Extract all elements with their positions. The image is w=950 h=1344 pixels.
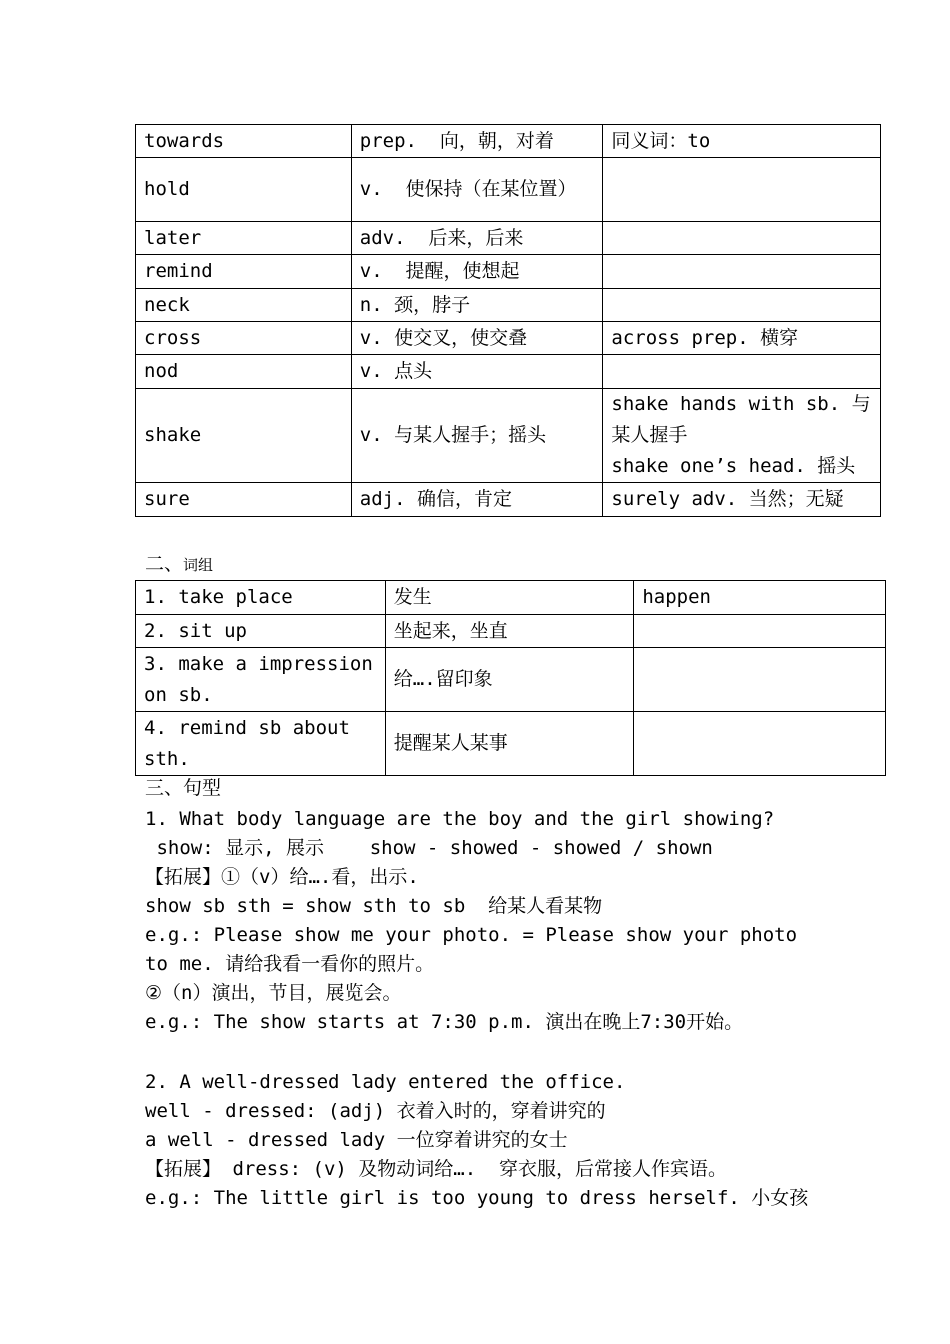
note-cell: happen bbox=[634, 581, 886, 615]
text-line: e.g.: The show starts at 7:30 p.m. 演出在晚上7:30开始。 bbox=[145, 1011, 744, 1033]
vocabulary-table bbox=[135, 124, 881, 517]
phrases-table bbox=[135, 580, 886, 776]
meaning-cell: v. 与某人握手；摇头 bbox=[351, 389, 603, 483]
note-cell: 同义词：to bbox=[603, 125, 881, 158]
note-cell bbox=[603, 289, 881, 322]
text-line: e.g.: The little girl is too young to dress herself. 小女孩 bbox=[145, 1187, 809, 1209]
note-cell: across prep. 横穿 bbox=[603, 322, 881, 355]
note-cell: surely adv. 当然；无疑 bbox=[603, 483, 881, 517]
word-cell: cross bbox=[136, 322, 352, 355]
table-row bbox=[136, 712, 886, 776]
word-cell: hold bbox=[136, 158, 352, 222]
word-cell: sure bbox=[136, 483, 352, 517]
text-line: show: 显示, 展示 show - showed - showed / shown bbox=[145, 837, 713, 859]
word-cell: towards bbox=[136, 125, 352, 158]
note-cell bbox=[603, 222, 881, 255]
phrase-cell: 2. sit up bbox=[136, 615, 386, 648]
meaning-cell: v. 使保持（在某位置） bbox=[351, 158, 603, 222]
meaning-cell: 给….留印象 bbox=[385, 648, 634, 712]
phrase-cell: 1. take place bbox=[136, 581, 386, 615]
meaning-cell: n. 颈，脖子 bbox=[351, 289, 603, 322]
section-number: 二、 bbox=[145, 553, 184, 575]
meaning-cell: 提醒某人某事 bbox=[385, 712, 634, 776]
word-cell: shake bbox=[136, 389, 352, 483]
text-line: 【拓展】①（v）给….看，出示. bbox=[145, 866, 419, 888]
text-line: e.g.: Please show me your photo. = Please show your photo bbox=[145, 924, 798, 946]
text-line: 【拓展】 dress: (v) 及物动词给…. 穿衣服，后常接人作宾语。 bbox=[145, 1158, 728, 1180]
table-row bbox=[136, 615, 886, 648]
word-cell: neck bbox=[136, 289, 352, 322]
word-cell: nod bbox=[136, 355, 352, 389]
meaning-cell: v. 使交叉，使交叠 bbox=[351, 322, 603, 355]
text-line: 2. A well-dressed lady entered the office. bbox=[145, 1071, 626, 1093]
table-row bbox=[136, 322, 881, 355]
table-row bbox=[136, 581, 886, 615]
text-line: 1. What body language are the boy and the girl showing? bbox=[145, 808, 775, 830]
note-cell: shake hands with sb. 与某人握手 shake one’s head. 摇头 bbox=[603, 389, 881, 483]
text-line: ②（n）演出，节目，展览会。 bbox=[145, 982, 402, 1004]
table-row bbox=[136, 158, 881, 222]
table-row bbox=[136, 125, 881, 158]
note-cell bbox=[634, 615, 886, 648]
table-row bbox=[136, 255, 881, 289]
section-heading-phrases bbox=[145, 550, 213, 580]
note-cell bbox=[603, 255, 881, 289]
phrase-cell: 3. make a impression on sb. bbox=[136, 648, 386, 712]
table-row bbox=[136, 648, 886, 712]
table-row bbox=[136, 483, 881, 517]
text-line: show sb sth = show sth to sb 给某人看某物 bbox=[145, 895, 603, 917]
text-line: to me. 请给我看一看你的照片。 bbox=[145, 953, 435, 975]
note-cell bbox=[603, 355, 881, 389]
section-heading-sentences: 三、句型 bbox=[145, 777, 222, 799]
word-cell: remind bbox=[136, 255, 352, 289]
table-row bbox=[136, 289, 881, 322]
note-cell bbox=[603, 158, 881, 222]
text-line: well - dressed: (adj) 衣着入时的，穿着讲究的 bbox=[145, 1100, 606, 1122]
meaning-cell: 发生 bbox=[385, 581, 634, 615]
meaning-cell: adj. 确信，肯定 bbox=[351, 483, 603, 517]
meaning-cell: 坐起来，坐直 bbox=[385, 615, 634, 648]
table-row bbox=[136, 222, 881, 255]
word-cell: later bbox=[136, 222, 352, 255]
note-cell bbox=[634, 712, 886, 776]
table-row bbox=[136, 355, 881, 389]
table-row bbox=[136, 389, 881, 483]
meaning-cell: prep. 向，朝，对着 bbox=[351, 125, 603, 158]
meaning-cell: v. 点头 bbox=[351, 355, 603, 389]
section-title: 词组 bbox=[183, 556, 214, 574]
text-line: a well - dressed lady 一位穿着讲究的女士 bbox=[145, 1129, 568, 1151]
meaning-cell: adv. 后来，后来 bbox=[351, 222, 603, 255]
note-cell bbox=[634, 648, 886, 712]
phrase-cell: 4. remind sb about sth. bbox=[136, 712, 386, 776]
meaning-cell: v. 提醒，使想起 bbox=[351, 255, 603, 289]
